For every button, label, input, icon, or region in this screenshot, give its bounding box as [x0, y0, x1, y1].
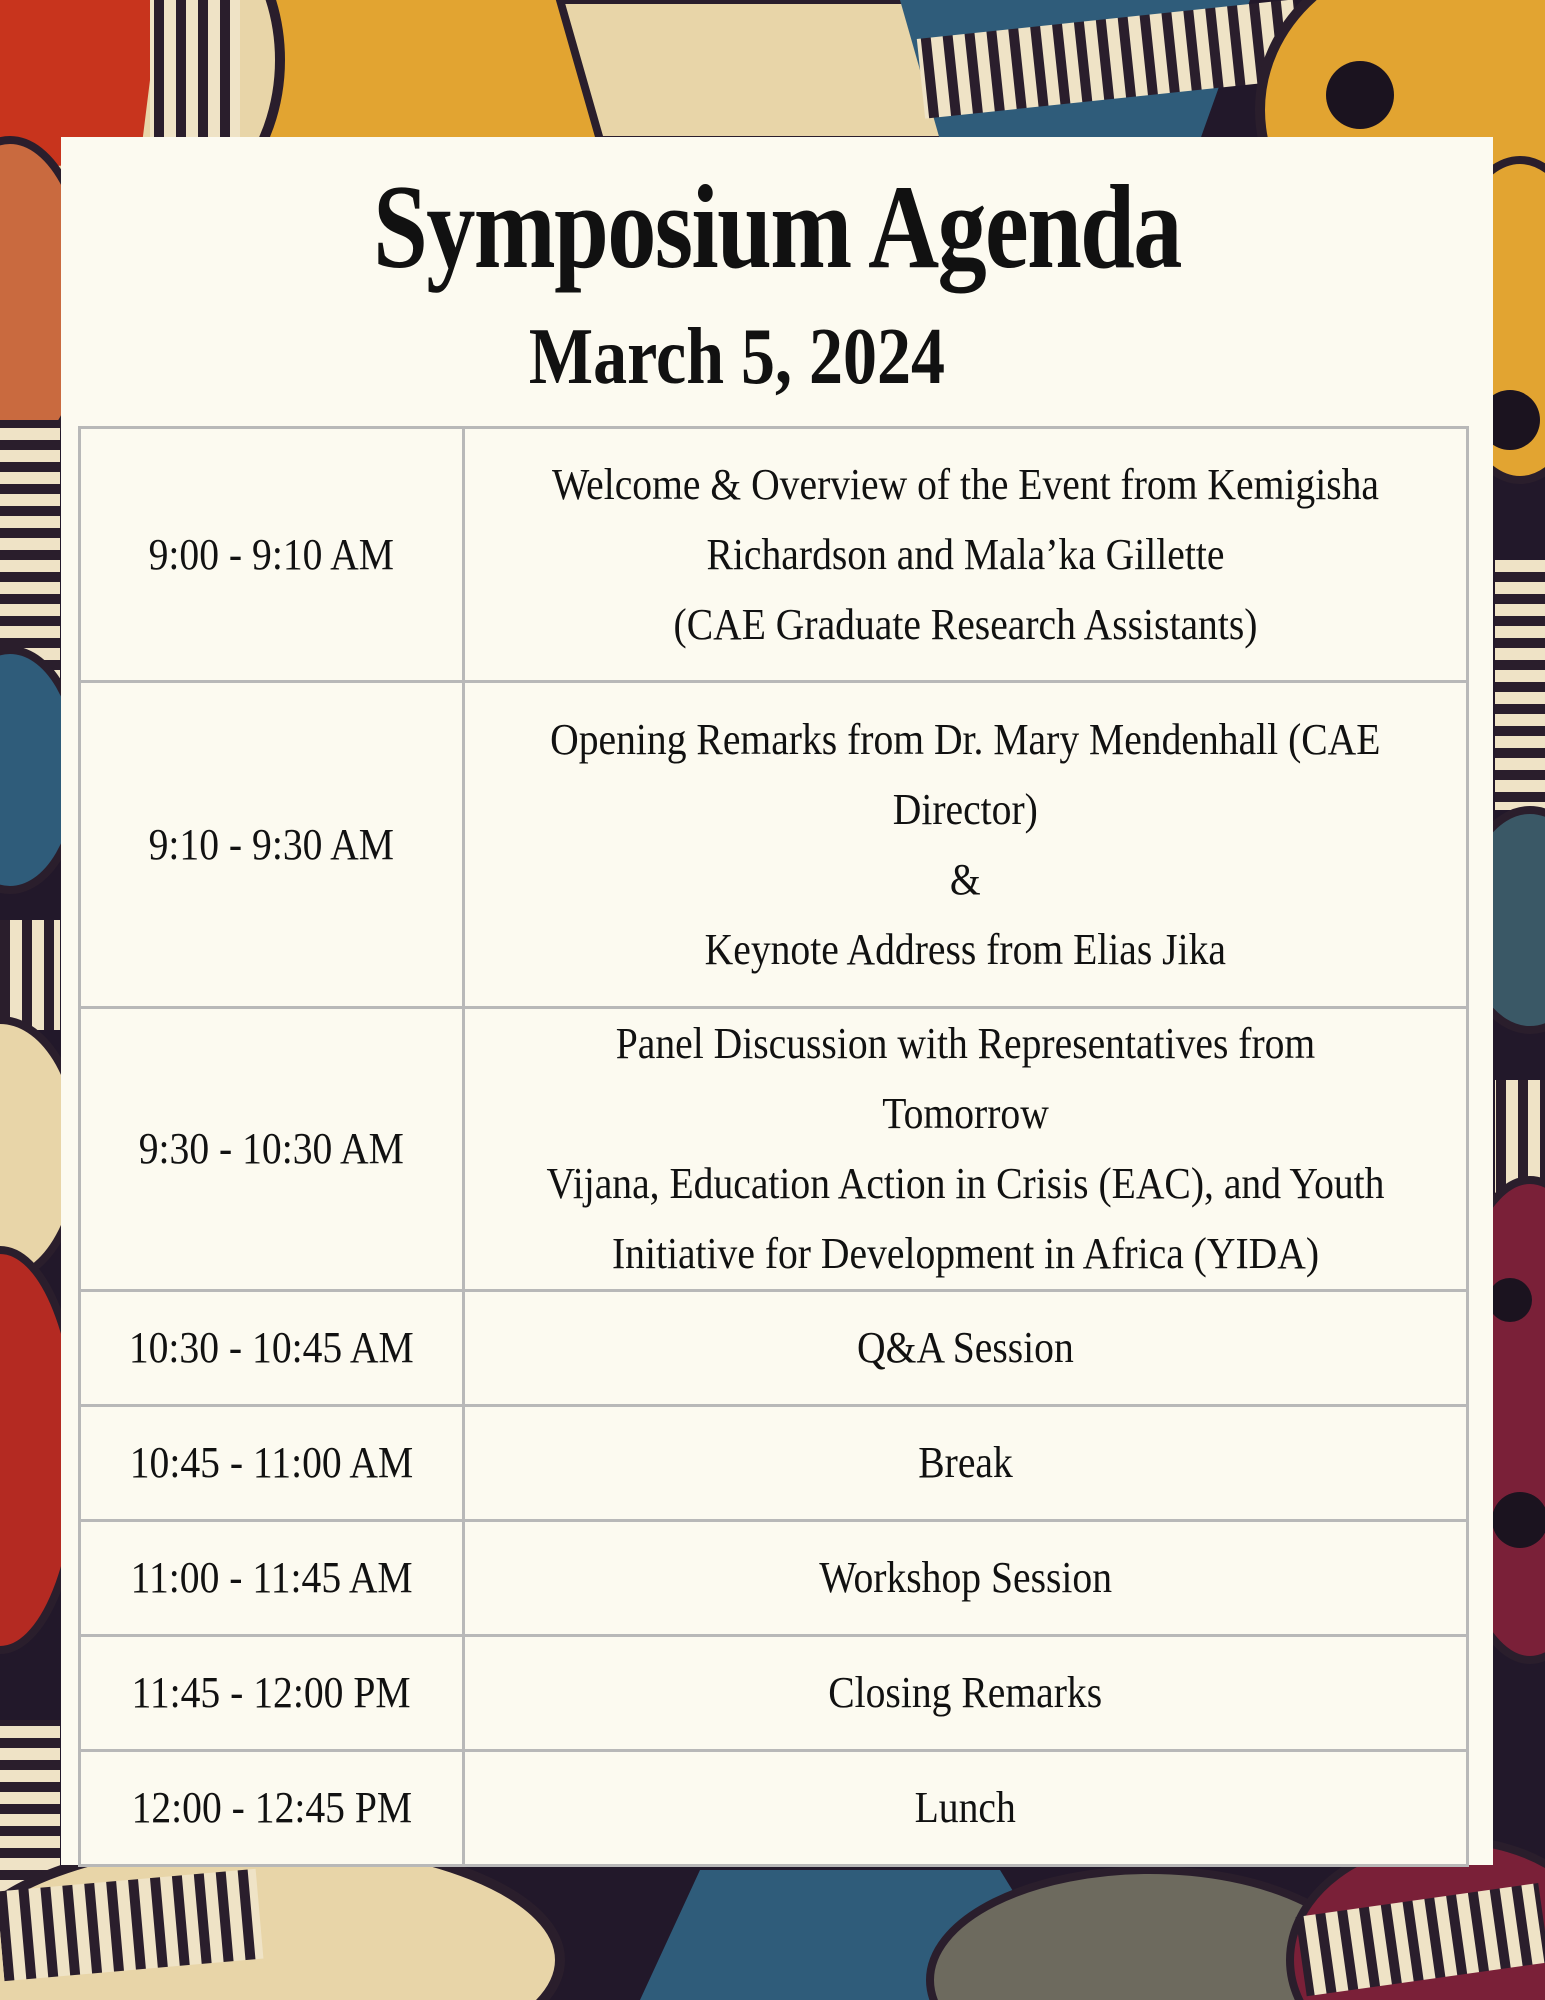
agenda-description	[464, 428, 1468, 682]
agenda-row	[80, 1291, 1468, 1406]
agenda-card	[61, 137, 1493, 1865]
agenda-description	[464, 1291, 1468, 1406]
agenda-row	[80, 1751, 1468, 1866]
agenda-description-line: Break	[918, 1438, 1013, 1487]
agenda-description	[464, 1406, 1468, 1521]
agenda-description-line: Closing Remarks	[828, 1668, 1103, 1717]
agenda-description	[464, 1008, 1468, 1291]
agenda-description-line: Opening Remarks from Dr. Mary Mendenhall (CAE	[550, 714, 1381, 764]
agenda-description-line: Keynote Address from Elias Jika	[704, 924, 1227, 974]
agenda-description-line: Director)	[892, 784, 1039, 834]
agenda-time	[80, 682, 464, 1008]
agenda-description-line: Initiative for Development in Africa (YIDA)	[611, 1229, 1320, 1278]
agenda-time	[80, 428, 464, 682]
agenda-time	[80, 1291, 464, 1406]
agenda-time-text: 10:30 - 10:45 AM	[129, 1323, 414, 1372]
agenda-description	[464, 1636, 1468, 1751]
page-title: Symposium Agenda	[373, 160, 1181, 293]
agenda-description	[464, 1521, 1468, 1636]
agenda-description-line: Lunch	[914, 1783, 1017, 1832]
agenda-row	[80, 428, 1468, 682]
agenda-time-text: 12:00 - 12:45 PM	[131, 1783, 412, 1832]
agenda-description	[464, 682, 1468, 1008]
agenda-time	[80, 1636, 464, 1751]
agenda-description-line: Welcome & Overview of the Event from Kemigisha	[551, 459, 1380, 509]
agenda-row	[80, 1406, 1468, 1521]
agenda-description-line: Q&A Session	[857, 1323, 1074, 1372]
event-date: March 5, 2024	[528, 313, 946, 401]
agenda-time-text: 9:10 - 9:30 AM	[148, 819, 395, 869]
agenda-description-line: Vijana, Education Action in Crisis (EAC), and Youth	[546, 1159, 1385, 1208]
agenda-table	[78, 426, 1469, 1867]
agenda-time-text: 9:30 - 10:30 AM	[138, 1124, 405, 1173]
agenda-description-line: &	[950, 854, 981, 904]
agenda-time-text: 11:45 - 12:00 PM	[131, 1668, 412, 1717]
agenda-time	[80, 1406, 464, 1521]
agenda-row	[80, 682, 1468, 1008]
agenda-row	[80, 1636, 1468, 1751]
agenda-time	[80, 1008, 464, 1291]
agenda-row	[80, 1008, 1468, 1291]
agenda-time	[80, 1521, 464, 1636]
agenda-time-text: 10:45 - 11:00 AM	[129, 1438, 414, 1487]
agenda-description-line: Panel Discussion with Representatives from Tomorrow	[615, 1019, 1316, 1138]
agenda-description	[464, 1751, 1468, 1866]
agenda-time	[80, 1751, 464, 1866]
agenda-description-line: Richardson and Mala’ka Gillette	[706, 529, 1225, 579]
agenda-row	[80, 1521, 1468, 1636]
agenda-description-line: Workshop Session	[819, 1553, 1112, 1602]
agenda-time-text: 9:00 - 9:10 AM	[148, 529, 395, 579]
agenda-description-line: (CAE Graduate Research Assistants)	[673, 599, 1258, 649]
agenda-time-text: 11:00 - 11:45 AM	[130, 1553, 413, 1602]
